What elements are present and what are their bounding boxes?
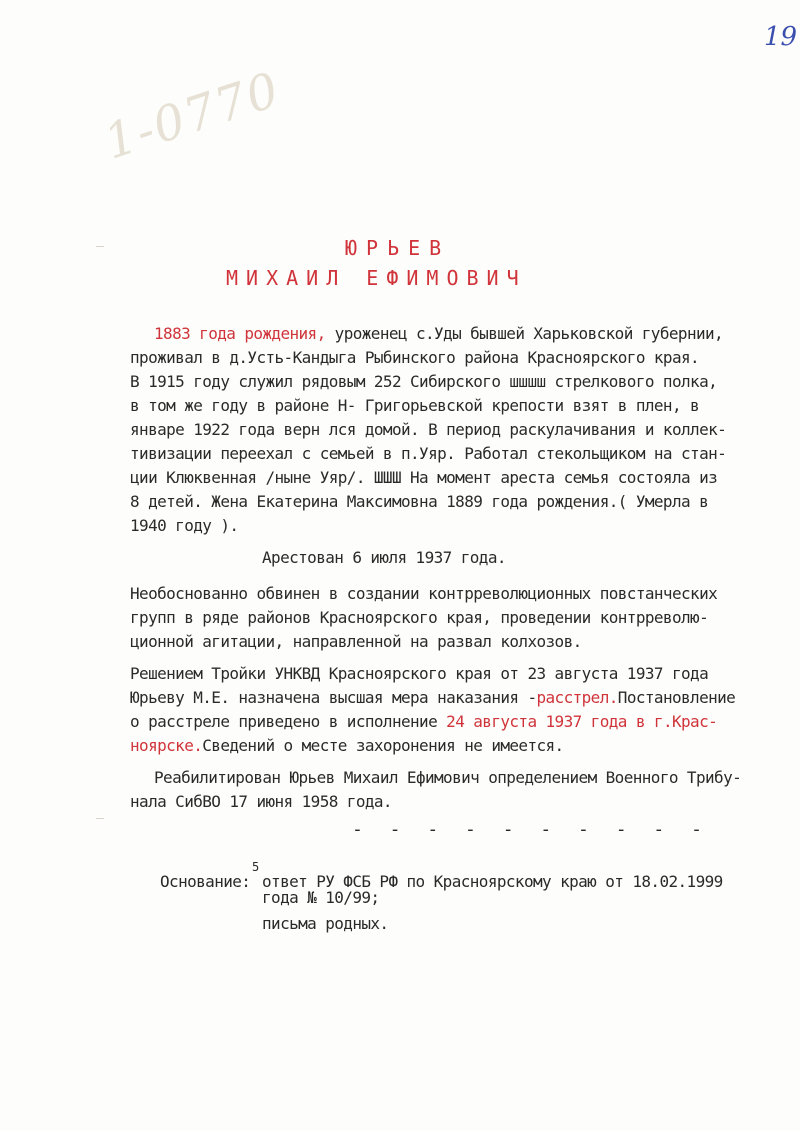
- margin-mark: [96, 818, 104, 819]
- accusation-line: ционной агитации, направленной на развал колхозов.: [130, 632, 582, 651]
- bio-line: 8 детей. Жена Екатерина Максимовна 1889 года рождения.( Умерла в: [130, 492, 709, 511]
- rehabilitation-paragraph: [130, 766, 741, 814]
- bio-line: январе 1922 года верн лся домой. В период раскулачивания и коллек-: [130, 420, 727, 439]
- bio-paragraph: [130, 322, 726, 538]
- arrest-date: Арестован 6 июля 1937 года.: [262, 548, 506, 567]
- rehab-line: нала СибВО 17 июня 1958 года.: [130, 792, 392, 811]
- sentence-line: о расстреле приведено в исполнение 24 августа 1937 года в г.Крас-: [130, 712, 718, 731]
- bio-line: 1940 году ).: [130, 516, 239, 535]
- page-number: 19: [764, 22, 798, 52]
- margin-mark: [96, 246, 104, 247]
- accusation-line: Необоснованно обвинен в создании контрреволюционных повстанческих: [130, 584, 718, 603]
- bio-line: 1883 года рождения, уроженец с.Уды бывшей Харьковской губернии,: [154, 324, 724, 343]
- bio-line: ции Клюквенная /ныне Уяр/. ШШШ На момент ареста семья состояла из: [130, 468, 718, 487]
- sentence-paragraph: [130, 662, 735, 758]
- basis-superscript: 5: [252, 860, 260, 874]
- basis-line: письма родных.: [262, 914, 389, 933]
- bio-line: в том же году в районе Н- Григорьевской крепости взят в плен, в: [130, 396, 700, 415]
- divider-dashes: - - - - - - - - - -: [352, 819, 710, 840]
- sentence-line: ноярске.Сведений о месте захоронения не имеется.: [130, 736, 564, 755]
- accusation-line: групп в ряде районов Красноярского края, проведении контрреволю-: [130, 608, 709, 627]
- pencil-annotation: 1-0770: [97, 61, 288, 171]
- sentence-line: Юрьеву М.Е. назначена высшая мера наказания -расстрел.Постановление: [130, 688, 736, 707]
- surname-heading: ЮРЬЕВ: [345, 236, 451, 260]
- accusation-paragraph: [130, 582, 717, 654]
- bio-line: проживал в д.Усть-Кандыга Рыбинского района Красноярского края.: [130, 348, 700, 367]
- name-heading: МИХАИЛ ЕФИМОВИЧ: [226, 266, 527, 290]
- basis-line: года № 10/99;: [262, 888, 380, 907]
- basis-line: ответ РУ ФСБ РФ по Красноярскому краю от 18.02.1999: [262, 872, 723, 891]
- sentence-line: Решением Тройки УНКВД Красноярского края от 23 августа 1937 года: [130, 664, 709, 683]
- bio-line: В 1915 году служил рядовым 252 Сибирского шшшш стрелкового полка,: [130, 372, 718, 391]
- bio-line: тивизации переехал с семьей в п.Уяр. Работал стекольщиком на стан-: [130, 444, 727, 463]
- basis-label: Основание:: [160, 872, 251, 891]
- rehab-line: Реабилитирован Юрьев Михаил Ефимович определением Военного Трибу-: [154, 768, 742, 787]
